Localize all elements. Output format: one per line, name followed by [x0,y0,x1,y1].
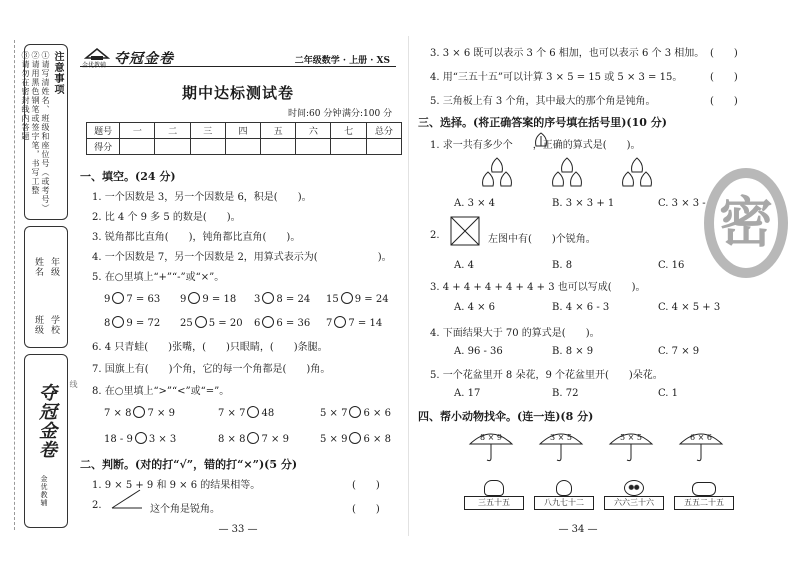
q5-item: 25 5 = 20 [180,318,243,329]
acute-angle-figure [110,488,144,514]
rabbit-icon [556,480,572,496]
blank-circle[interactable] [247,406,259,418]
q5-item: 7 7 = 14 [326,318,383,329]
q5-item: 8 9 = 72 [104,318,161,329]
blank-circle[interactable] [135,432,147,444]
score-cell: 得分 [87,139,120,155]
blank-circle[interactable] [349,432,361,444]
question-5: 5. 在○里填上“+”“-”或“×”。 [92,272,225,283]
score-cell: 题号 [87,123,120,139]
q8-item: 7 × 8 7 × 9 [104,408,175,419]
question-7: 7. 国旗上有( )个角，它的每一个角都是( )角。 [92,364,331,375]
choice-1 [430,136,641,151]
animal-card[interactable] [674,480,734,516]
blank-circle[interactable] [133,406,145,418]
section-3-title: 三、选择。(将正确答案的序号填在括号里)(10 分) [418,116,667,129]
field-school[interactable]: 学校 [49,315,59,335]
q5-item: 6 6 = 36 [254,318,311,329]
animal-label: 三五十五 [464,496,524,510]
leaf-icon [532,132,550,151]
notice-line-3: ③请勿在密封线内答题 [21,51,30,141]
score-input[interactable] [155,139,190,155]
choice-2-option-a[interactable]: A. 4 [454,260,474,271]
score-cell: 一 [120,123,155,139]
judge-3-answer[interactable]: ( ) [710,48,738,59]
question-1: 1. 一个因数是 3，另一个因数是 6，积是( )。 [92,192,312,203]
judge-4: 4. 用“三五十五”可以计算 3 × 5 = 15 或 5 × 3 = 15。 [430,72,683,83]
page-fold-divider [408,36,409,536]
sidebar [6,40,78,530]
score-input[interactable] [366,139,401,155]
publisher-vertical: 金优教辅 [40,475,48,507]
choice-3-option-a[interactable]: A. 4 × 6 [454,302,496,313]
info-box [24,226,68,348]
score-input[interactable] [296,139,331,155]
field-class[interactable]: 班级 [33,315,43,335]
animal-card[interactable] [604,480,664,516]
blank-circle[interactable] [188,292,200,304]
choice-3: 3. 4 + 4 + 4 + 4 + 4 + 3 也可以写成( )。 [430,282,646,293]
choice-1-text-b: ，正确的算式是( )。 [532,140,641,151]
score-cell: 四 [225,123,260,139]
brand-logo: 夺冠金卷 [114,51,174,67]
animal-label: 八九七十二 [534,496,594,510]
judge-2: 这个角是锐角。 [150,504,220,515]
choice-2-number: 2. [430,230,440,241]
blank-circle[interactable] [262,292,274,304]
seal-line-label: 线 [69,380,78,389]
judge-5: 5. 三角板上有 3 个角，其中最大的那个角是钝角。 [430,96,656,107]
score-table-score-row [87,139,402,155]
field-name[interactable]: 姓名 [33,257,43,277]
choice-3-option-c[interactable]: C. 4 × 5 + 3 [658,302,721,313]
seal-dashed-line [14,40,15,530]
score-input[interactable] [120,139,155,155]
seal-stamp-text: 密 [719,190,773,254]
page-number-left: — 33 — [218,524,258,535]
judge-5-answer[interactable]: ( ) [710,96,738,107]
q5-item: 3 8 = 24 [254,294,311,305]
dog-icon [692,482,716,496]
choice-1-text: 1. 求一共有多少个 [430,140,513,151]
choice-5-option-c[interactable]: C. 1 [658,388,679,399]
umbrella-label: 6 × 6 [690,433,712,442]
choice-2-option-b[interactable]: B. 8 [552,260,573,271]
blank-circle[interactable] [195,316,207,328]
judge-4-answer[interactable]: ( ) [710,72,738,83]
choice-4: 4. 下面结果大于 70 的算式是( )。 [430,328,600,339]
score-input[interactable] [261,139,296,155]
section-1-title: 一、填空。(24 分) [80,170,176,183]
score-cell: 总分 [366,123,401,139]
notice-line-2: ②请用黑色钢笔或签字笔，书写工整 [31,51,40,195]
choice-5-option-b[interactable]: B. 72 [552,388,579,399]
choice-5-option-a[interactable]: A. 17 [454,388,481,399]
score-table [86,122,402,155]
brand-vertical-logo: 夺冠金卷 [36,383,57,459]
umbrella-label: 3 × 5 [550,433,572,442]
animal-card[interactable] [534,480,594,516]
choice-4-option-b[interactable]: B. 8 × 9 [552,346,594,357]
header-logo-icon [84,46,110,60]
publisher-name: 金优教辅 [82,62,107,69]
choice-4-option-c[interactable]: C. 7 × 9 [658,346,700,357]
seal-stamp [704,168,788,278]
score-cell: 三 [190,123,225,139]
score-input[interactable] [331,139,366,155]
animal-label: 六六三十六 [604,496,664,510]
score-input[interactable] [225,139,260,155]
notice-line-1: ①请写清姓名、班级和座位号（或考号） [41,51,50,213]
question-4: 4. 一个因数是 7，另一个因数是 2，用算式表示为( )。 [92,252,392,263]
animal-card[interactable] [464,480,524,516]
q8-item: 7 × 7 48 [218,408,275,419]
umbrella[interactable] [608,430,654,464]
judge-1-answer[interactable]: ( ) [352,480,380,491]
blank-circle[interactable] [112,316,124,328]
left-page [80,40,396,540]
blank-circle[interactable] [247,432,259,444]
page-number-right: — 34 — [558,524,598,535]
judge-2-number: 2. [92,500,102,511]
choice-1-option-b[interactable]: B. 3 × 3 + 1 [552,198,615,209]
exam-time: 时间:60 分钟 [288,109,342,119]
choice-1-option-a[interactable]: A. 3 × 4 [454,198,496,209]
q5-item: 15 9 = 24 [326,294,389,305]
blank-circle[interactable] [349,406,361,418]
umbrella[interactable] [538,430,584,464]
leaf-group-1 [478,156,516,194]
question-2: 2. 比 4 个 9 多 5 的数是( )。 [92,212,241,223]
animal-label: 五五二十五 [674,496,734,510]
score-cell: 二 [155,123,190,139]
score-table-header-row [87,123,402,139]
section-4-title: 四、帮小动物找伞。(连一连)(8 分) [418,410,594,423]
umbrella-label: 8 × 9 [480,433,502,442]
leaf-group-3 [618,156,656,194]
right-page [418,40,788,540]
question-3: 3. 锐角都比直角( )，钝角都比直角( )。 [92,232,301,243]
score-cell: 六 [296,123,331,139]
blank-circle[interactable] [334,316,346,328]
square-diagonal-figure [450,216,480,250]
q8-item: 5 × 9 6 × 8 [320,434,391,445]
brand-box [24,354,68,528]
choice-1-option-c[interactable]: C. 3 × 3 - 1 [658,198,716,209]
notice-box [21,44,68,220]
score-input[interactable] [190,139,225,155]
question-8: 8. 在○里填上“>”“<”或“=”。 [92,386,230,397]
tiger-icon [484,480,504,496]
subject-label: 二年级数学 · 上册 · XS [294,56,390,66]
q5-item: 9 9 = 18 [180,294,237,305]
q8-item: 18 - 9 3 × 3 [104,434,177,445]
leaf-group-2 [548,156,586,194]
q8-item: 5 × 7 6 × 6 [320,408,391,419]
umbrella-label: 5 × 5 [620,433,642,442]
page-title: 期中达标测试卷 [181,84,294,102]
section-2-title: 二、判断。(对的打“√”，错的打“×”)(5 分) [80,458,298,471]
umbrella[interactable] [468,430,514,464]
choice-4-option-a[interactable]: A. 96 - 36 [454,346,503,357]
panda-icon [624,480,644,496]
choice-2: 左图中有( )个锐角。 [488,234,596,245]
judge-1: 1. 9 × 5 + 9 和 9 × 6 的结果相等。 [92,480,261,491]
blank-circle[interactable] [341,292,353,304]
score-cell: 五 [261,123,296,139]
q8-item: 8 × 8 7 × 9 [218,434,289,445]
umbrella[interactable] [678,430,724,464]
header-divider [80,66,396,67]
blank-circle[interactable] [112,292,124,304]
blank-circle[interactable] [262,316,274,328]
judge-3: 3. 3 × 6 既可以表示 3 个 6 相加，也可以表示 6 个 3 相加。 [430,48,705,59]
field-grade[interactable]: 年级 [49,257,59,277]
judge-2-answer[interactable]: ( ) [352,504,380,515]
question-6: 6. 4 只青蛙( )张嘴，( )只眼睛，( )条腿。 [92,342,328,353]
choice-5: 5. 一个花盆里开 8 朵花，9 个花盆里开( )朵花。 [430,370,663,381]
notice-title: 注意事项 [52,51,63,95]
exam-full-score: 满分:100 分 [342,109,393,119]
choice-3-option-b[interactable]: B. 4 × 6 - 3 [552,302,610,313]
q5-item: 9 7 = 63 [104,294,161,305]
score-cell: 七 [331,123,366,139]
choice-2-option-c[interactable]: C. 16 [658,260,685,271]
